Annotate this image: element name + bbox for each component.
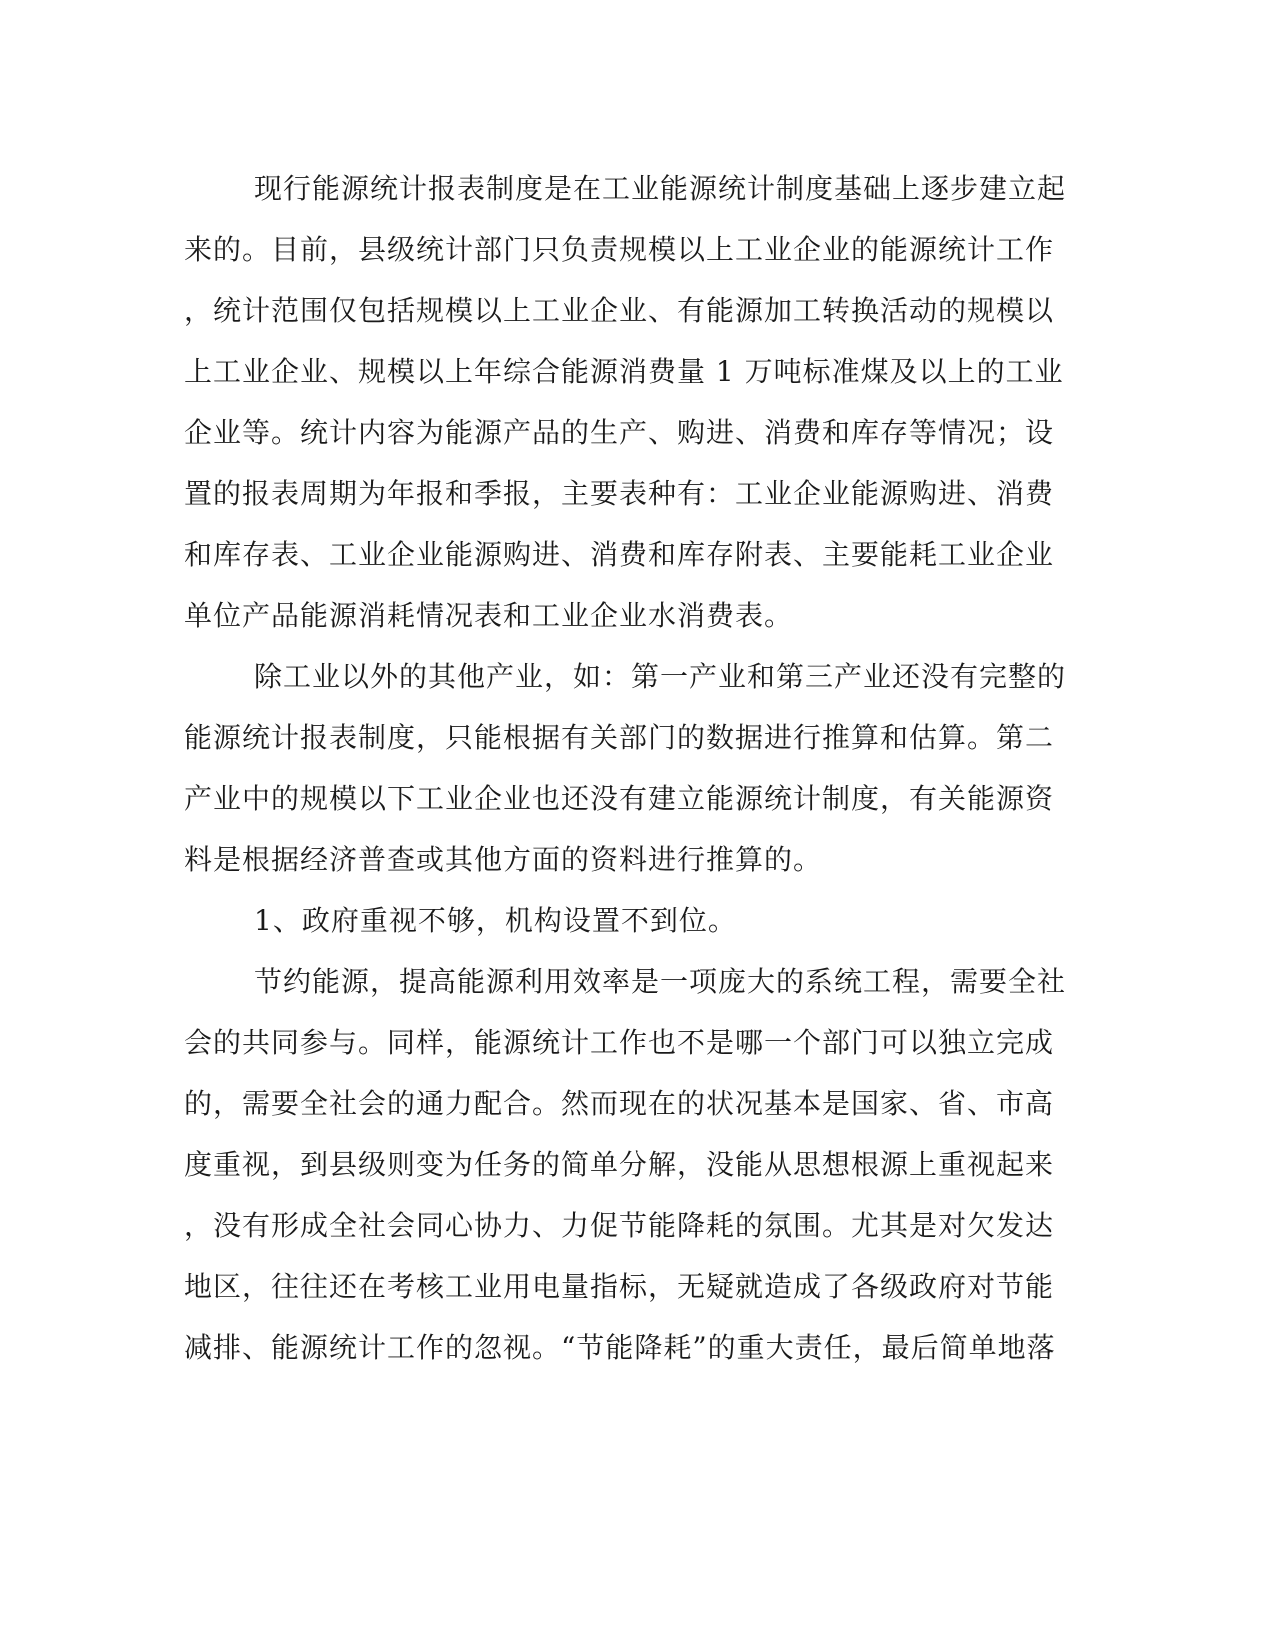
paragraph-line: 的，需要全社会的通力配合。然而现在的状况基本是国家、省、市高 (184, 1087, 1055, 1120)
paragraph-line: 现行能源统计报表制度是在工业能源统计制度基础上逐步建立起 (254, 172, 1067, 205)
paragraph-line: 度重视，到县级则变为任务的简单分解，没能从思想根源上重视起来 (184, 1148, 1055, 1181)
paragraph-line: ，没有形成全社会同心协力、力促节能降耗的氛围。尤其是对欠发达 (184, 1209, 1055, 1242)
paragraph-line: 节约能源，提高能源利用效率是一项庞大的系统工程，需要全社 (254, 965, 1067, 998)
document-body (184, 158, 1067, 1378)
paragraph-line: 除工业以外的其他产业，如：第一产业和第三产业还没有完整的 (254, 660, 1067, 693)
paragraph-line: 企业等。统计内容为能源产品的生产、购进、消费和库存等情况；设 (184, 416, 1055, 449)
paragraph-line: 料是根据经济普查或其他方面的资料进行推算的。 (184, 843, 823, 876)
section-heading: 1、政府重视不够，机构设置不到位。 (254, 904, 737, 937)
paragraph-line: ，统计范围仅包括规模以上工业企业、有能源加工转换活动的规模以 (184, 294, 1055, 327)
paragraph-line: 会的共同参与。同样，能源统计工作也不是哪一个部门可以独立完成 (184, 1026, 1055, 1059)
paragraph-line: 来的。目前，县级统计部门只负责规模以上工业企业的能源统计工作 (184, 233, 1055, 266)
paragraph-line: 减排、能源统计工作的忽视。“节能降耗”的重大责任，最后简单地落 (184, 1331, 1056, 1364)
paragraph-line: 单位产品能源消耗情况表和工业企业水消费表。 (184, 599, 794, 632)
paragraph-line: 产业中的规模以下工业企业也还没有建立能源统计制度，有关能源资 (184, 782, 1055, 815)
paragraph-line: 置的报表周期为年报和季报，主要表种有：工业企业能源购进、消费 (184, 477, 1055, 510)
paragraph-line: 能源统计报表制度，只能根据有关部门的数据进行推算和估算。第二 (184, 721, 1055, 754)
paragraph-line: 上工业企业、规模以上年综合能源消费量 1 万吨标准煤及以上的工业 (184, 355, 1064, 388)
paragraph-line: 和库存表、工业企业能源购进、消费和库存附表、主要能耗工业企业 (184, 538, 1055, 571)
paragraph-line: 地区，往往还在考核工业用电量指标，无疑就造成了各级政府对节能 (184, 1270, 1055, 1303)
